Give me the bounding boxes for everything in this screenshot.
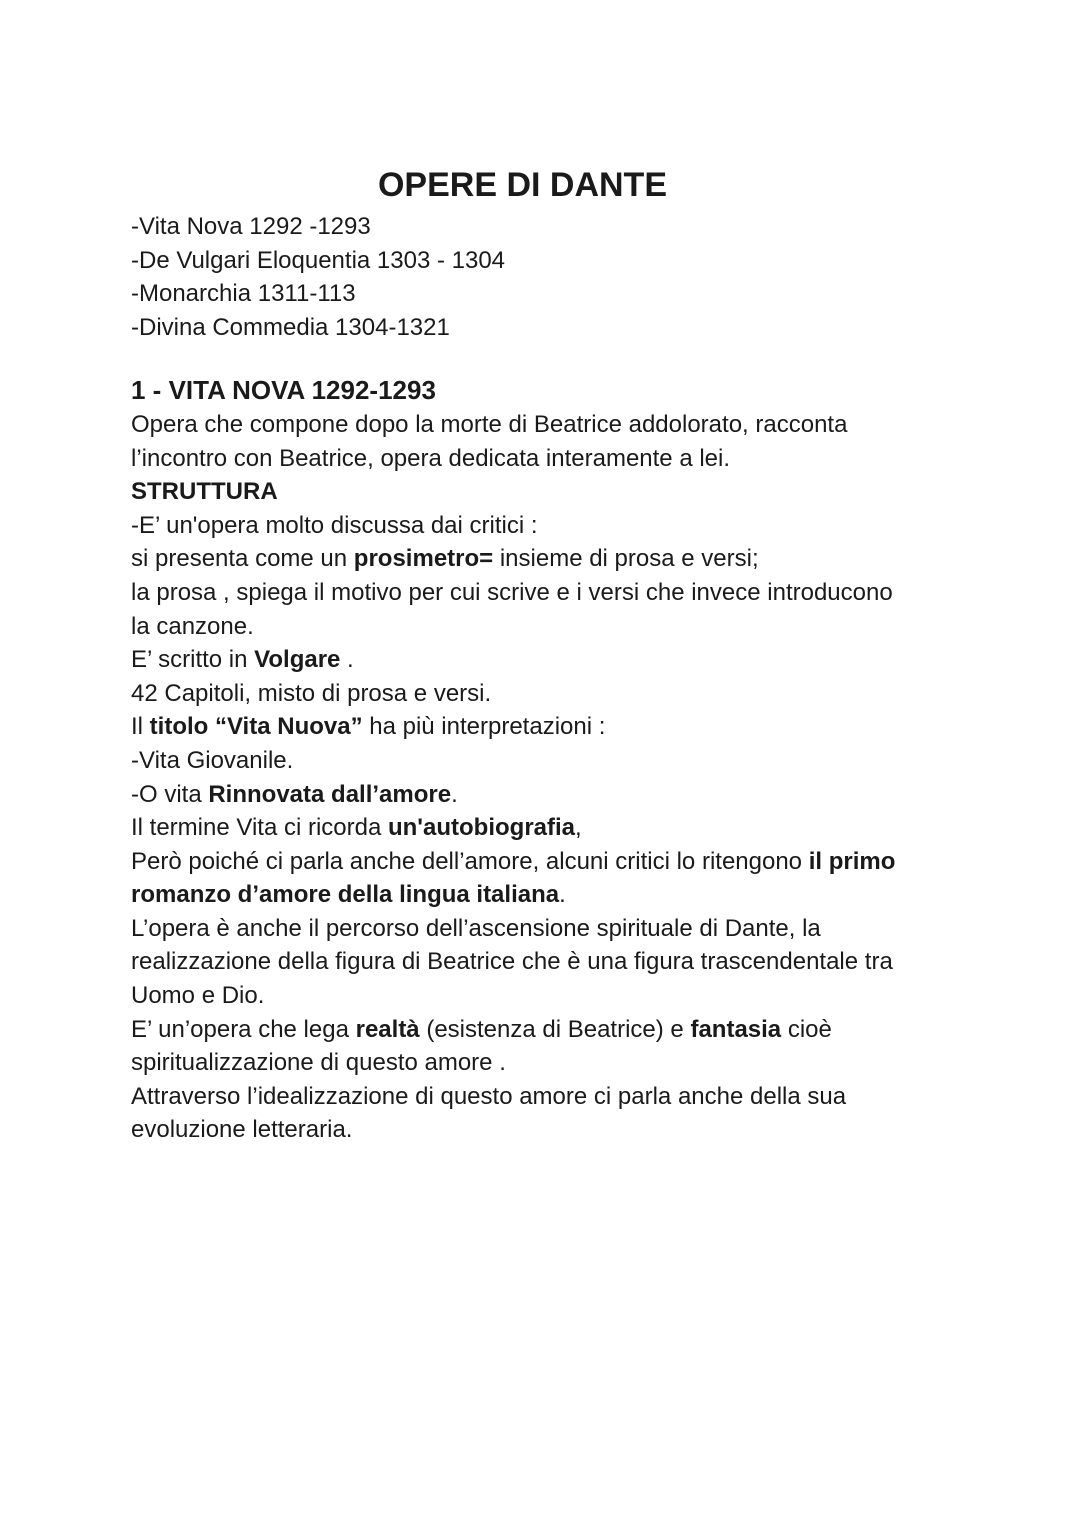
bold-term: un'autobiografia [387,814,576,842]
paragraph-line [131,878,1031,912]
paragraph-line [131,778,1031,812]
paragraph-line: -E’ un'opera molto discussa dai critici : [131,511,538,539]
paragraph-line: la prosa , spiega il motivo per cui scrive e i versi che invece introducono [131,578,893,606]
text-run: (esistenza di Beatrice) e [419,1015,691,1043]
bold-term: titolo “Vita Nuova” [149,713,363,741]
text-run: Però poiché ci parla anche dell’amore, alcuni critici lo ritengono [131,847,809,875]
page-title: OPERE DI DANTE [377,166,668,204]
paragraph-line [131,710,1031,744]
paragraph-line: Attraverso l’idealizzazione di questo amore ci parla anche della sua [131,1082,847,1110]
paragraph-line [131,1013,1031,1047]
paragraph-line: Uomo e Dio. [131,982,265,1010]
section-spacer [131,344,1031,374]
paragraph-line [131,542,1031,576]
paragraph-line: evoluzione letteraria. [131,1116,353,1144]
bold-term: romanzo d’amore della lingua italiana [131,881,560,909]
bold-term: Volgare [254,646,341,674]
section-vita-nova [131,374,1031,1147]
works-list-item: -Monarchia 1311-113 [131,280,356,308]
text-run: si presenta come un [131,545,354,573]
struttura-label: STRUTTURA [131,478,278,506]
paragraph-line [131,643,1031,677]
document-body [131,210,1031,1147]
text-run: cioè [781,1015,832,1043]
paragraph-line: realizzazione della figura di Beatrice che è una figura trascendentale tra [131,948,893,976]
paragraph-line [131,811,1031,845]
text-run: . [340,646,354,674]
text-run: E’ scritto in [131,646,255,674]
works-list-item: -Vita Nova 1292 -1293 [131,213,371,240]
paragraph-line: -Vita Giovanile. [131,746,294,774]
paragraph-line: spiritualizzazione di questo amore . [131,1049,506,1077]
bold-term: realtà [355,1015,420,1043]
bold-term: il primo [808,847,896,875]
bold-term: Rinnovata dall’amore [208,780,452,808]
section-heading: 1 - VITA NOVA 1292-1293 [131,375,436,406]
paragraph-line: L’opera è anche il percorso dell’ascensione spirituale di Dante, la [131,914,821,942]
text-run: E’ un’opera che lega [131,1015,356,1043]
paragraph-line: Opera che compone dopo la morte di Beatrice addolorato, racconta [131,410,848,438]
works-list [131,210,1031,344]
paragraph-line: l’incontro con Beatrice, opera dedicata interamente a lei. [131,444,731,472]
text-run: Il [131,713,150,741]
works-list-item: -Divina Commedia 1304-1321 [131,313,450,341]
bold-term: fantasia [690,1015,782,1043]
bold-term: prosimetro= [353,545,494,573]
text-run: -O vita [131,780,209,808]
text-run: ha più interpretazioni : [362,713,606,741]
paragraph-line: la canzone. [131,612,254,640]
paragraph-line [131,845,1031,879]
paragraph-line: 42 Capitoli, misto di prosa e versi. [131,679,492,707]
text-run: Il termine Vita ci ricorda [131,814,388,842]
text-run: insieme di prosa e versi; [493,545,759,573]
text-run: . [451,780,458,808]
text-run: . [559,881,566,909]
works-list-item: -De Vulgari Eloquentia 1303 - 1304 [131,246,506,274]
text-run: , [575,814,582,842]
